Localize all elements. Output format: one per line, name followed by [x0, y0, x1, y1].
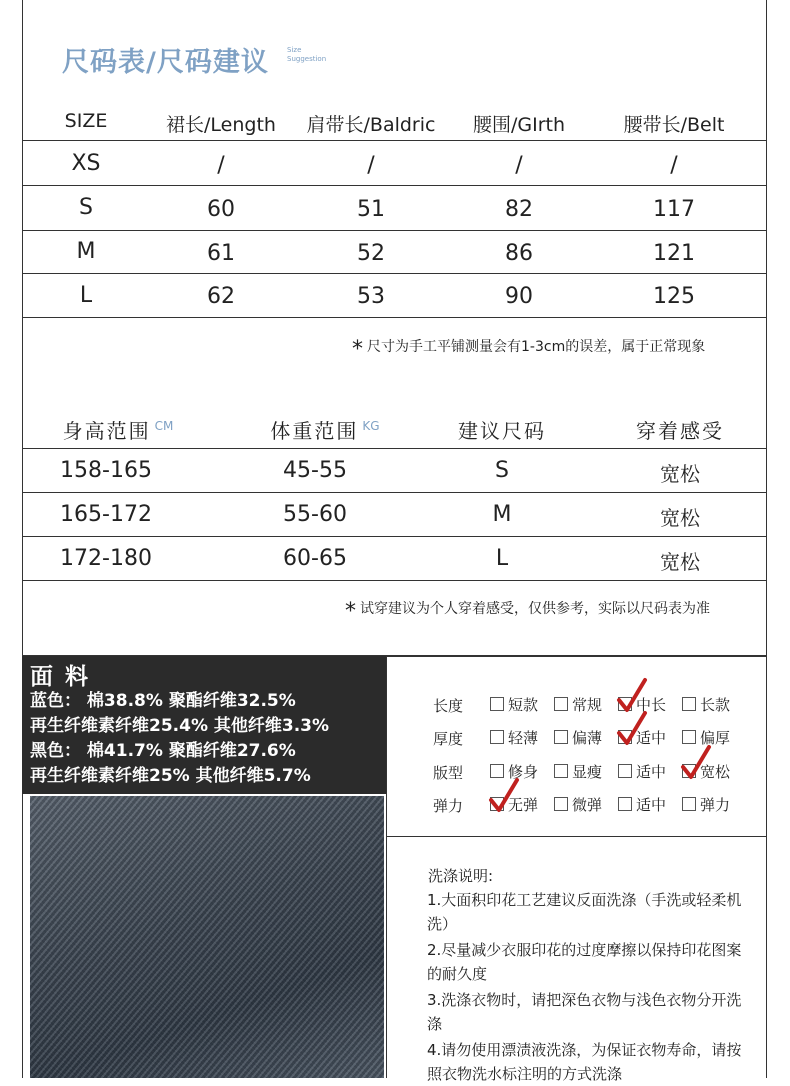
- fabric-title: 面 料: [30, 664, 91, 690]
- checkbox-icon: [682, 730, 696, 744]
- table-cell: 宽松: [660, 550, 700, 574]
- page-title: 尺码表/尺码建议: [62, 47, 269, 78]
- table-cell: 60-65: [283, 546, 347, 571]
- table-cell: XS: [71, 151, 101, 176]
- washing-item: 3.洗涤衣物时，请把深色衣物与浅色衣物分开洗涤: [427, 991, 742, 1033]
- suggestion-note: [345, 598, 710, 624]
- table-cell: M: [76, 239, 96, 264]
- table-cell: /: [217, 153, 225, 178]
- height-header-text: 身高范围: [62, 419, 151, 443]
- option-label: 修身: [508, 763, 539, 781]
- length-header: 裙长/Length: [166, 114, 276, 136]
- table-cell: 121: [653, 241, 695, 266]
- option-label: 适中: [636, 763, 667, 781]
- table-cell: 86: [505, 241, 533, 266]
- checkbox-icon: [490, 730, 504, 744]
- checkbox-icon: [682, 697, 696, 711]
- checkbox-icon: [554, 764, 568, 778]
- option-checkbox[interactable]: [554, 727, 602, 748]
- size-suggest-header: 建议尺码: [458, 419, 546, 443]
- table-cell: 52: [357, 241, 385, 266]
- weight-header-text: 体重范围: [270, 419, 359, 443]
- washing-item: 1.大面积印花工艺建议反面洗涤（手洗或轻柔机洗）: [427, 891, 742, 933]
- weight-header: [270, 415, 379, 444]
- option-label: 偏厚: [700, 729, 731, 747]
- table-cell: 宽松: [660, 506, 700, 530]
- size-note-text: 尺寸为手工平铺测量会有1-3cm的误差，属于正常现象: [367, 339, 706, 355]
- checkbox-icon: [554, 697, 568, 711]
- option-checkbox[interactable]: [554, 694, 602, 715]
- checkbox-icon: [682, 797, 696, 811]
- table-cell: 45-55: [283, 458, 347, 483]
- option-label: 偏薄: [572, 729, 603, 747]
- option-label: 长款: [700, 696, 731, 714]
- asterisk-icon: *: [345, 599, 356, 624]
- belt-header: 腰带长/Belt: [623, 114, 725, 136]
- subtitle-line-1: Size: [287, 46, 302, 54]
- girth-header: 腰围/GIrth: [472, 114, 566, 136]
- checkmark-icon: [680, 743, 712, 783]
- table-cell: 158-165: [60, 458, 152, 483]
- divider: [22, 317, 767, 318]
- asterisk-icon: *: [352, 337, 363, 362]
- table-cell: L: [79, 283, 93, 308]
- weight-unit: KG: [362, 419, 380, 433]
- divider: [22, 185, 767, 186]
- divider: [386, 836, 767, 837]
- checkbox-icon: [618, 764, 632, 778]
- divider: [22, 448, 767, 449]
- washing-item: 4.请勿使用漂渍液洗涤，为保证衣物寿命，请按照衣物洗水标注明的方式洗涤: [427, 1041, 742, 1083]
- table-cell: 51: [357, 197, 385, 222]
- option-checkbox[interactable]: [682, 694, 730, 715]
- table-cell: 60: [207, 197, 235, 222]
- divider: [22, 140, 767, 141]
- height-header: [63, 415, 174, 444]
- table-cell: 62: [207, 284, 235, 309]
- option-checkbox[interactable]: [490, 727, 538, 748]
- fabric-line: 黑色： 棉41.7% 聚酯纤维27.6%: [30, 741, 296, 761]
- attr-label: 长度: [433, 697, 464, 715]
- fabric-line: 再生纤维素纤维25.4% 其他纤维3.3%: [30, 716, 330, 736]
- option-checkbox[interactable]: [554, 794, 602, 815]
- washing-title: 洗涤说明:: [428, 867, 494, 885]
- table-cell: L: [495, 546, 509, 571]
- option-label: 轻薄: [508, 729, 539, 747]
- feel-header: 穿着感受: [636, 419, 724, 443]
- table-cell: 165-172: [60, 502, 152, 527]
- option-label: 弹力: [700, 796, 731, 814]
- checkmark-icon: [616, 709, 648, 749]
- option-label: 微弹: [572, 796, 603, 814]
- table-cell: 82: [505, 197, 533, 222]
- option-checkbox[interactable]: [618, 794, 666, 815]
- attr-label: 版型: [433, 764, 464, 782]
- option-label: 适中: [636, 729, 667, 747]
- table-cell: M: [492, 502, 512, 527]
- page-subtitle: [287, 46, 326, 64]
- divider: [386, 656, 387, 1078]
- checkmark-icon: [488, 776, 520, 816]
- table-cell: /: [670, 153, 678, 178]
- size-note: [352, 336, 705, 362]
- option-label: 常规: [572, 696, 603, 714]
- table-cell: 61: [207, 241, 235, 266]
- divider: [22, 536, 767, 537]
- table-cell: 90: [505, 284, 533, 309]
- table-cell: /: [367, 153, 375, 178]
- table-cell: S: [79, 195, 93, 220]
- suggestion-note-text: 试穿建议为个人穿着感受，仅供参考，实际以尺码表为准: [360, 601, 710, 617]
- denim-fabric-image: [30, 796, 384, 1078]
- divider: [22, 273, 767, 274]
- attr-label: 厚度: [433, 730, 464, 748]
- subtitle-line-2: Suggestion: [287, 55, 327, 63]
- checkbox-icon: [554, 797, 568, 811]
- fabric-panel: [22, 656, 386, 794]
- checkbox-icon: [490, 697, 504, 711]
- height-unit: CM: [154, 419, 174, 433]
- option-checkbox[interactable]: [682, 794, 730, 815]
- table-cell: 117: [653, 197, 695, 222]
- table-cell: 宽松: [660, 462, 700, 486]
- attr-label: 弹力: [433, 797, 464, 815]
- divider: [22, 580, 767, 581]
- option-checkbox[interactable]: [618, 761, 666, 782]
- option-checkbox[interactable]: [490, 694, 538, 715]
- fabric-line: 蓝色： 棉38.8% 聚酯纤维32.5%: [30, 691, 296, 711]
- table-cell: S: [495, 458, 509, 483]
- table-cell: 53: [357, 284, 385, 309]
- table-cell: 172-180: [60, 546, 152, 571]
- option-label: 中长: [636, 696, 667, 714]
- checkbox-icon: [618, 797, 632, 811]
- table-cell: 125: [653, 284, 695, 309]
- option-label: 适中: [636, 796, 667, 814]
- option-label: 宽松: [700, 763, 731, 781]
- option-label: 短款: [508, 696, 539, 714]
- table-cell: 55-60: [283, 502, 347, 527]
- table-cell: /: [515, 153, 523, 178]
- option-label: 显瘦: [572, 763, 603, 781]
- size-header: SIZE: [64, 110, 108, 132]
- option-label: 无弹: [508, 796, 539, 814]
- divider: [22, 230, 767, 231]
- divider: [22, 492, 767, 493]
- option-checkbox[interactable]: [554, 761, 602, 782]
- checkbox-icon: [554, 730, 568, 744]
- baldric-header: 肩带长/Baldric: [306, 114, 436, 136]
- fabric-line: 再生纤维素纤维25% 其他纤维5.7%: [30, 766, 311, 786]
- washing-item: 2.尽量减少衣服印花的过度摩擦以保持印花图案的耐久度: [427, 941, 742, 983]
